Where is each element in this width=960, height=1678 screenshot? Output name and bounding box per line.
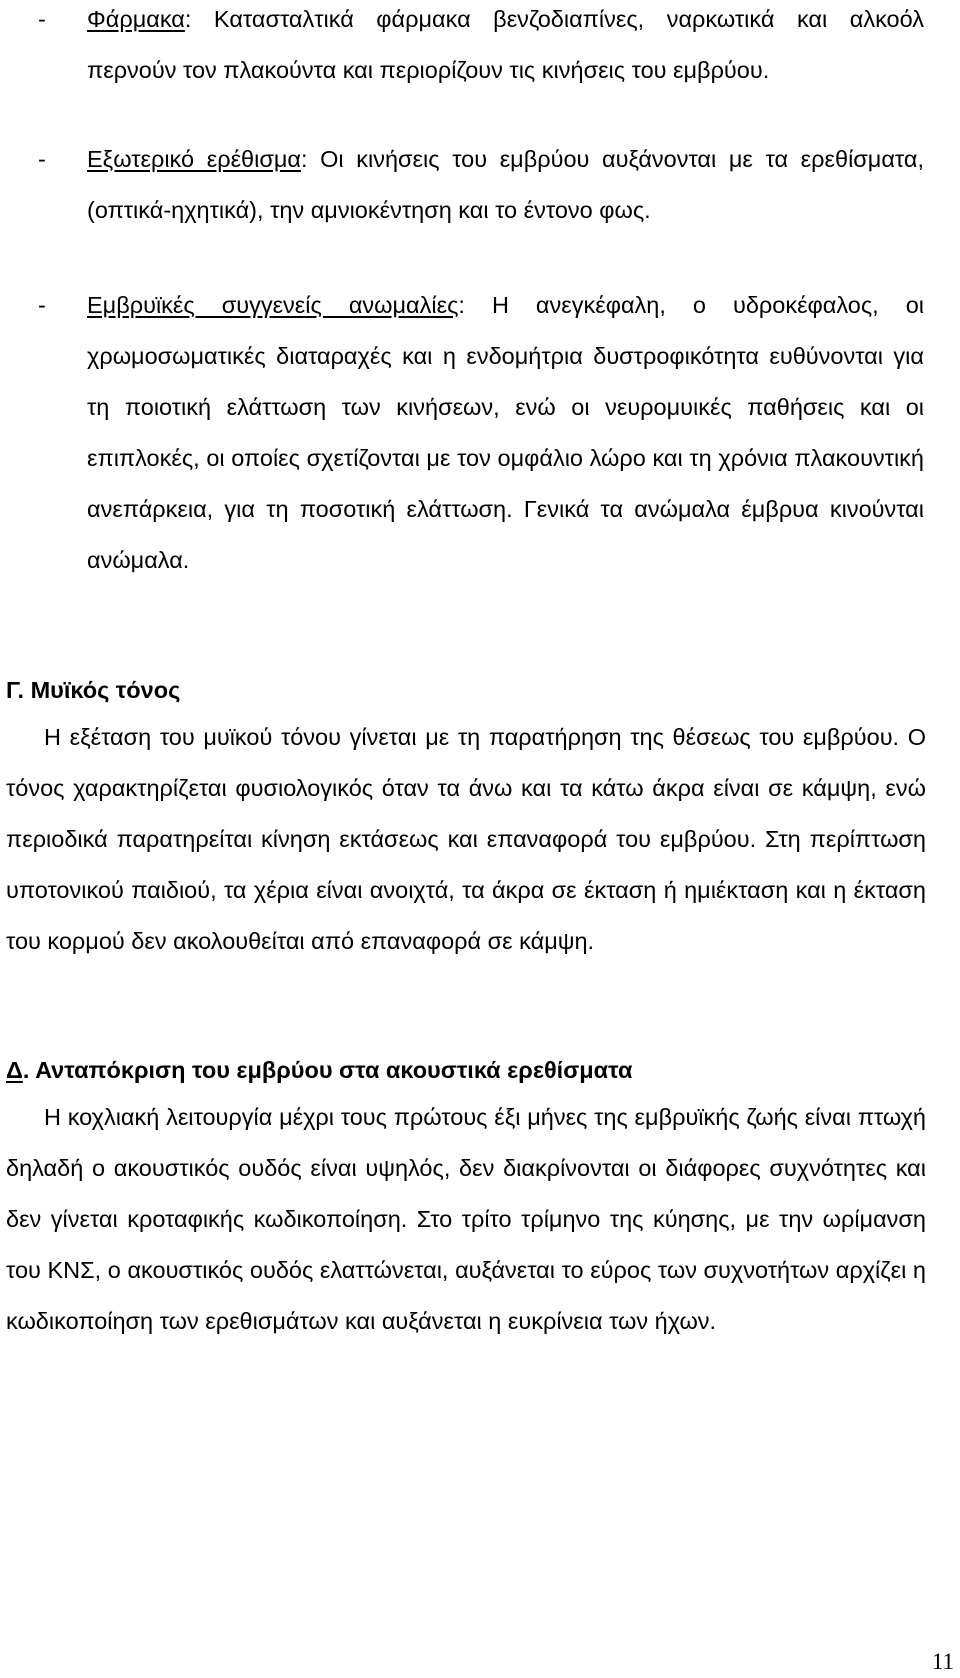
bullet-item-congenital-anomalies: [38, 280, 924, 586]
page-number: 11: [931, 1649, 954, 1674]
heading-rest: . Ανταπόκριση του εμβρύου στα ακουστικά ερεθίσματα: [22, 1057, 633, 1083]
bullet-item-drugs: [38, 0, 924, 96]
bullet-item-external-stimulus: [38, 134, 924, 236]
bullet-body: : Κατασταλτικά φάρμακα βενζοδιαπίνες, ναρκωτικά και αλκοόλ περνούν τον πλακούντα και περιορίζουν τις κινήσεις του εμβρύου.: [87, 6, 924, 83]
bullet-term: Εξωτερικό ερέθισμα: [87, 146, 301, 172]
bullet-body: : Η ανεγκέφαλη, ο υδροκέφαλος, οι χρωμοσωματικές διαταραχές και η ενδομήτρια δυστροφικότητα ευθύνονται για τη ποιοτική ελάττωση των κινήσεων, ενώ οι νευρομυικές παθήσεις και οι επιπλοκές, οι οποίες σχετίζονται με τον ομφάλιο λώρο και τη χρόνια πλακουντική ανεπάρκεια, για τη ποσοτική ελάττωση. Γενικά τα ανώμαλα έμβρυα κινούνται ανώμαλα.: [87, 292, 924, 573]
bullet-dash: -: [38, 146, 46, 172]
bullet-term: Εμβρυϊκές συγγενείς ανωμαλίες: [87, 292, 459, 318]
section-heading-acoustic-response: [6, 1054, 632, 1086]
bullet-term: Φάρμακα: [87, 6, 185, 32]
bullet-text: [38, 0, 924, 96]
heading-letter: Δ: [6, 1057, 23, 1083]
section-heading-muscle-tone: Γ. Μυϊκός τόνος: [6, 677, 181, 703]
bullet-text: [38, 134, 924, 236]
bullet-dash: -: [38, 292, 46, 318]
section-paragraph-acoustic-response: Η κοχλιακή λειτουργία μέχρι τους πρώτους έξι μήνες της εμβρυϊκής ζωής είναι πτωχή δηλαδή ο ακουστικός ουδός είναι υψηλός, δεν διακρίνονται οι διάφορες συχνότητες και δεν γίνεται κροταφικής κωδικοποίηση. Στο τρίτο τρίμηνο της κύησης, με την ωρίμανση του ΚΝΣ, ο ακουστικός ουδός ελαττώνεται, αυξάνεται το εύρος των συχνοτήτων αρχίζει η κωδικοποίηση των ερεθισμάτων και αυξάνεται η ευκρίνεια των ήχων.: [6, 1104, 926, 1334]
bullet-dash: -: [38, 6, 46, 32]
bullet-text: [38, 280, 924, 586]
section-paragraph-muscle-tone: Η εξέταση του μυϊκού τόνου γίνεται με τη παρατήρηση της θέσεως του εμβρύου. Ο τόνος χαρακτηρίζεται φυσιολογικός όταν τα άνω και τα κάτω άκρα είναι σε κάμψη, ενώ περιοδικά παρατηρείται κίνηση εκτάσεως και επαναφορά του εμβρύου. Στη περίπτωση υποτονικού παιδιού, τα χέρια είναι ανοιχτά, τα άκρα σε έκταση ή ημιέκταση και η έκταση του κορμού δεν ακολουθείται από επαναφορά σε κάμψη.: [6, 724, 926, 954]
bullet-body: : Οι κινήσεις του εμβρύου αυξάνονται με τα ερεθίσματα, (οπτικά-ηχητικά), την αμνιοκέντηση και το έντονο φως.: [87, 146, 924, 223]
